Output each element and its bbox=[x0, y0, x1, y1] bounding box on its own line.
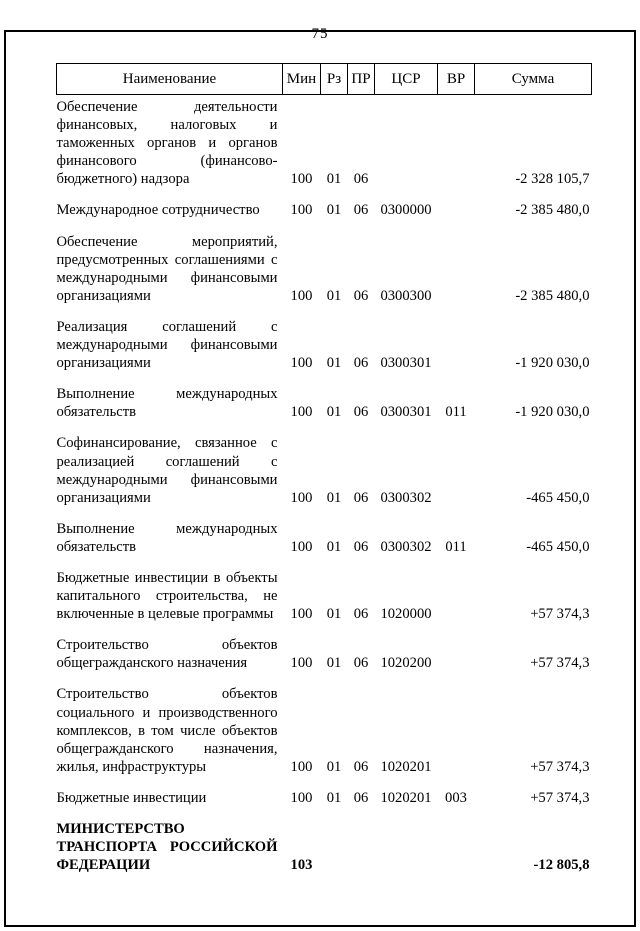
page-number: 75 bbox=[311, 26, 329, 42]
table-row bbox=[57, 817, 592, 884]
table-row bbox=[57, 315, 592, 382]
cell-pr: 06 bbox=[353, 171, 369, 188]
cell-min: 100 bbox=[290, 789, 313, 806]
cell-pr: 06 bbox=[353, 202, 369, 219]
cell-rz: 01 bbox=[326, 606, 342, 623]
cell-name: Выполнение международных обязательств bbox=[56, 386, 278, 421]
cell-min: 100 bbox=[290, 655, 313, 672]
cell-sum: +57 374,3 bbox=[530, 655, 590, 672]
cell-name: Строительство объектов социального и производственного комплексов, в том числе объектов общегражданского назначения, жилья, инфраструктуры bbox=[56, 686, 278, 775]
cell-vr bbox=[438, 817, 475, 884]
budget-table bbox=[56, 63, 592, 884]
cell-csr: 1020200 bbox=[380, 655, 432, 672]
cell-name: Обеспечение деятельности финансовых, налоговых и таможенных органов и органов финансового (финансово-бюджетного) надзора bbox=[56, 99, 278, 188]
cell-pr bbox=[348, 817, 375, 884]
cell-csr: 0300301 bbox=[380, 355, 432, 372]
cell-min: 100 bbox=[290, 171, 313, 188]
cell-min: 100 bbox=[290, 355, 313, 372]
cell-rz: 01 bbox=[326, 355, 342, 372]
cell-pr: 06 bbox=[353, 789, 369, 806]
cell-name: Реализация соглашений с международными финансовыми организациями bbox=[56, 318, 278, 372]
cell-csr: 1020000 bbox=[380, 606, 432, 623]
cell-vr: 011 bbox=[445, 404, 467, 421]
table-row bbox=[57, 633, 592, 682]
cell-name: Выполнение международных обязательств bbox=[56, 520, 278, 555]
cell-csr bbox=[375, 95, 438, 199]
cell-name: Бюджетные инвестиции в объекты капитального строительства, не включенные в целевые программы bbox=[56, 569, 278, 623]
cell-rz: 01 bbox=[326, 758, 342, 775]
cell-sum: -1 920 030,0 bbox=[515, 355, 590, 372]
cell-name: Бюджетные инвестиции bbox=[56, 789, 207, 806]
table-row bbox=[57, 682, 592, 785]
column-header-pr: ПР bbox=[348, 64, 375, 95]
cell-name: Строительство объектов общегражданского назначения bbox=[56, 637, 278, 672]
cell-sum: -465 450,0 bbox=[526, 538, 590, 555]
table-row bbox=[57, 566, 592, 633]
table-row bbox=[57, 95, 592, 199]
table-row bbox=[57, 786, 592, 817]
cell-vr: 003 bbox=[445, 789, 467, 806]
cell-name: Обеспечение мероприятий, предусмотренных соглашениями с международными финансовыми организациями bbox=[56, 233, 278, 304]
cell-csr: 1020201 bbox=[380, 789, 432, 806]
cell-csr: 0300300 bbox=[380, 287, 432, 304]
cell-csr bbox=[375, 817, 438, 884]
cell-pr: 06 bbox=[353, 538, 369, 555]
cell-csr: 0300302 bbox=[380, 489, 432, 506]
cell-rz: 01 bbox=[326, 287, 342, 304]
cell-pr: 06 bbox=[353, 404, 369, 421]
table-row bbox=[57, 431, 592, 516]
cell-sum: -465 450,0 bbox=[526, 489, 590, 506]
cell-pr: 06 bbox=[353, 489, 369, 506]
cell-pr: 06 bbox=[353, 758, 369, 775]
cell-name: Софинансирование, связанное с реализацией соглашений с международными финансовыми организациями bbox=[56, 435, 278, 506]
cell-sum: -2 385 480,0 bbox=[515, 202, 590, 219]
cell-name: МИНИСТЕРСТВО ТРАНСПОРТА РОССИЙСКОЙ ФЕДЕРАЦИИ bbox=[56, 821, 278, 874]
cell-rz: 01 bbox=[326, 171, 342, 188]
cell-rz: 01 bbox=[326, 404, 342, 421]
column-header-csr: ЦСР bbox=[375, 64, 438, 95]
cell-sum: -2 385 480,0 bbox=[515, 287, 590, 304]
table-header bbox=[57, 64, 592, 95]
table-row bbox=[57, 198, 592, 229]
cell-rz: 01 bbox=[326, 789, 342, 806]
cell-csr: 0300000 bbox=[380, 202, 432, 219]
cell-sum: +57 374,3 bbox=[530, 758, 590, 775]
cell-sum: -1 920 030,0 bbox=[515, 404, 590, 421]
cell-rz: 01 bbox=[326, 655, 342, 672]
cell-pr: 06 bbox=[353, 287, 369, 304]
cell-sum: +57 374,3 bbox=[530, 789, 590, 806]
table-body bbox=[57, 95, 592, 885]
cell-rz: 01 bbox=[326, 489, 342, 506]
column-header-vr: ВР bbox=[438, 64, 475, 95]
cell-name: Международное сотрудничество bbox=[56, 202, 260, 219]
table-row bbox=[57, 230, 592, 315]
cell-vr bbox=[438, 230, 475, 315]
cell-sum: -12 805,8 bbox=[533, 857, 590, 874]
cell-min: 100 bbox=[290, 287, 313, 304]
cell-csr: 0300301 bbox=[380, 404, 432, 421]
cell-min: 100 bbox=[290, 538, 313, 555]
cell-vr bbox=[438, 682, 475, 785]
column-header-rz: Рз bbox=[321, 64, 348, 95]
cell-min: 103 bbox=[290, 857, 313, 874]
cell-vr bbox=[438, 95, 475, 199]
cell-min: 100 bbox=[290, 489, 313, 506]
cell-sum: +57 374,3 bbox=[530, 606, 590, 623]
cell-vr bbox=[438, 198, 475, 229]
cell-rz: 01 bbox=[326, 538, 342, 555]
table-row bbox=[57, 517, 592, 566]
cell-pr: 06 bbox=[353, 606, 369, 623]
cell-csr: 1020201 bbox=[380, 758, 432, 775]
cell-pr: 06 bbox=[353, 655, 369, 672]
header-row bbox=[57, 64, 592, 95]
column-header-name: Наименование bbox=[57, 64, 283, 95]
table-row bbox=[57, 382, 592, 431]
cell-min: 100 bbox=[290, 202, 313, 219]
cell-vr bbox=[438, 566, 475, 633]
cell-pr: 06 bbox=[353, 355, 369, 372]
cell-vr: 011 bbox=[445, 538, 467, 555]
cell-min: 100 bbox=[290, 758, 313, 775]
cell-vr bbox=[438, 431, 475, 516]
cell-sum: -2 328 105,7 bbox=[515, 171, 590, 188]
column-header-sum: Сумма bbox=[475, 64, 592, 95]
cell-rz: 01 bbox=[326, 202, 342, 219]
cell-csr: 0300302 bbox=[380, 538, 432, 555]
cell-min: 100 bbox=[290, 606, 313, 623]
cell-vr bbox=[438, 633, 475, 682]
cell-rz bbox=[321, 817, 348, 884]
column-header-min: Мин bbox=[283, 64, 321, 95]
cell-min: 100 bbox=[290, 404, 313, 421]
cell-vr bbox=[438, 315, 475, 382]
